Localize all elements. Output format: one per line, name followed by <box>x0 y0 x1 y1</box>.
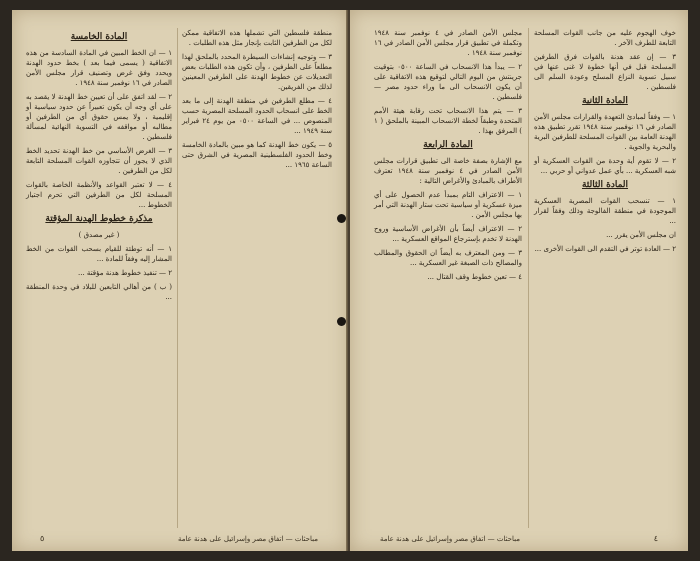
article-heading: المادة الخامسة <box>70 32 128 42</box>
paragraph: ٤ — تعين خطوط وقف القتال ... <box>427 273 522 281</box>
paragraph: ان مجلس الأمن يقرر ... <box>606 231 676 239</box>
paragraph: خوف الهجوم عليه من جانب القوات المسلحة التابعة للطرف الآخر . <box>534 29 676 47</box>
paragraph: ٢ — الاعتراف أيضاً بأن الأغراض الأساسية وروح الهدنة لا تخدم بإسترجاع المواقع العسكرية ... <box>374 225 522 243</box>
paragraph: ٣ — يتم هذا الانسحاب تحت رقابة هيئة الأمم المتحدة وطبقاً لخطة الانسحاب المبينة بالملحق ( ١ ) المرفق بهذا . <box>374 107 522 135</box>
column-divider <box>528 28 529 528</box>
right-page-right-column <box>534 28 676 258</box>
page-footer: مباحثات — اتفاق مصر وإسرائيل على هدنة عامة <box>178 535 318 543</box>
paragraph: ١ — ان الخط المبين في المادة السادسة من هذه الاتفاقية ( يسمى فيما بعد ) بخط حدود الهدنة ويحدد وفق غرض وتصنيف قرار مجلس الأمن الصادر في ١٦ نوفمبر سنة ١٩٤٨ . <box>26 49 172 87</box>
paragraph: مجلس الأمن الصادر في ٤ نوفمبر سنة ١٩٤٨ وتكملة في تطبيق قرار مجلس الأمن الصادر في ١٦ نوفمبر سنة ١٩٤٨ . <box>374 29 522 57</box>
paragraph: ٢ — يبدأ هذا الانسحاب في الساعة ٠٥٠٠ بتوقيت جرينتش من اليوم التالي لتوقيع هذه الاتفاقية على أن يكون الانسحاب الى ما وراء حدود مصر — فلسطين . <box>374 63 522 101</box>
paragraph: ٢ — لا تقوم أية وحدة من القوات العسكرية أو شبه العسكرية ... بأي عمل عدواني أو حربي ... <box>534 157 676 175</box>
paragraph: ( ب ) من أهالي التابعين للبلاد في وحدة المنطقة ... <box>26 283 172 301</box>
paragraph: ٣ — الغرض الأساسي من خط الهدنة تحديد الخط الذي لا يجوز أن تتجاوزه القوات المسلحة التابعة لكل من الطرفين . <box>26 147 172 175</box>
paragraph: منطقة فلسطين التي تشملها هذه الاتفاقية ممكن لكل من الطرفين الثابت بإنجاز مثل هذه الطلبات . <box>182 29 332 47</box>
paragraph: ٢ — العادة توتر في التقدم الى القوات الأخرى ... <box>534 245 676 253</box>
paragraph: ٢ — لقد اتفق على أن تعيين خط الهدنة لا يقصد به على أي وجه أن يكون تعبيراً عن حدود سياسية أو إقليمية ، ولا يمس حقوق أي من الطرفين أو مطالبه أو مواقفه في التسوية النهائية لمسألة فلسطين . <box>26 93 172 141</box>
article-heading: المادة الرابعة <box>423 140 473 150</box>
section-heading: مذكرة خطوط الهدنة المؤقتة <box>45 214 153 224</box>
page-footer: مباحثات — اتفاق مصر وإسرائيل على هدنة عامة <box>380 535 520 543</box>
document-spread <box>12 10 688 551</box>
paragraph: ٤ — مطلع الطرفين في منطقة الهدنة إلى ما بعد الخط على انسحاب الحدود المسلحة المصرية حسب المنصوص ... في الساعة ٠٥٠٠ من يوم ٢٤ فبراير سنة ١٩٤٩ ... <box>182 97 332 135</box>
paragraph: ١ — تنسحب القوات المصرية العسكرية الموجودة في منطقة الفالوجة وذلك وفقاً لقرار ... <box>534 197 676 225</box>
right-page <box>350 10 688 551</box>
right-page-left-column <box>374 28 522 286</box>
page-number: ٤ <box>653 534 658 543</box>
paragraph: ٤ — لا تعتبر القواعد والأنظمة الخاصة بالقوات المسلحة لكل من الطرفين التي تحرم اجتياز الخطوط ... <box>26 181 172 209</box>
paragraph: ٣ — ومن المعترف به أيضاً ان الحقوق والمطالب والمصالح ذات الصبغة غير العسكرية ... <box>374 249 522 267</box>
paragraph: ٣ — إن عقد هدنة بالقوات فرق الطرفين المسلحة قبل في أنها خطوة لا غنى عنها في سبيل تسوية النزاع المسلح وعودة السلم الى فلسطين . <box>534 53 676 91</box>
paragraph: ٣ — وتوجيه إنشاءات السيطرة المحدد بالملحق لهذا مطلعاً على الطرفين ، وأن تكون هذه الطلبات بعض التعديلات عن خطوط الهدنة على الطرفين المعينين لذلك من الفريقين. <box>182 53 332 91</box>
paragraph: ١ — الاعتراف التام بمبدأ عدم الحصول على أي ميزة عسكرية أو سياسية تحت ستار الهدنة التي أمر بها مجلس الأمن . <box>374 191 522 219</box>
paragraph: مع الإشارة بصفة خاصة الى تطبيق قرارات مجلس الأمن الصادر في ٤ نوفمبر سنة ١٩٤٨ تعترف الأطراف بالمبادئ والأغراض التالية : <box>374 157 522 185</box>
paragraph: ١ — وفقاً لمبادئ التعهدة والقرارات مجلس الأمن الصادر في ١٦ نوفمبر سنة ١٩٤٨ تقرر تطبيق هذه الهدنة العامة بين القوات المسلحة للطرفين البرية والبحرية والجوية . <box>534 113 676 151</box>
left-page-right-column <box>182 28 332 174</box>
left-page-left-column <box>26 28 172 306</box>
paragraph: ٢ — تنفيذ خطوط هدنة مؤقتة ... <box>78 269 172 277</box>
article-heading: المادة الثالثة <box>581 180 629 190</box>
paragraph: ٥ — يكون خط الهدنة كما هو مبين بالمادة الخامسة وخط الحدود الفلسطينية المصرية في الشرق حتى الساعة ١٩٦٥ ... <box>182 141 332 169</box>
paragraph: ( غير مصدق ) <box>78 231 120 239</box>
binding-hole <box>337 214 346 223</box>
page-number: ٥ <box>40 534 45 543</box>
paragraph: ١ — أنه توطئة للقيام بسحب القوات من الخط المشار إليه وفقاً للمادة ... <box>26 245 172 263</box>
article-heading: المادة الثانية <box>582 96 628 106</box>
left-page <box>12 10 348 551</box>
column-divider <box>177 28 178 528</box>
binding-hole <box>337 317 346 326</box>
